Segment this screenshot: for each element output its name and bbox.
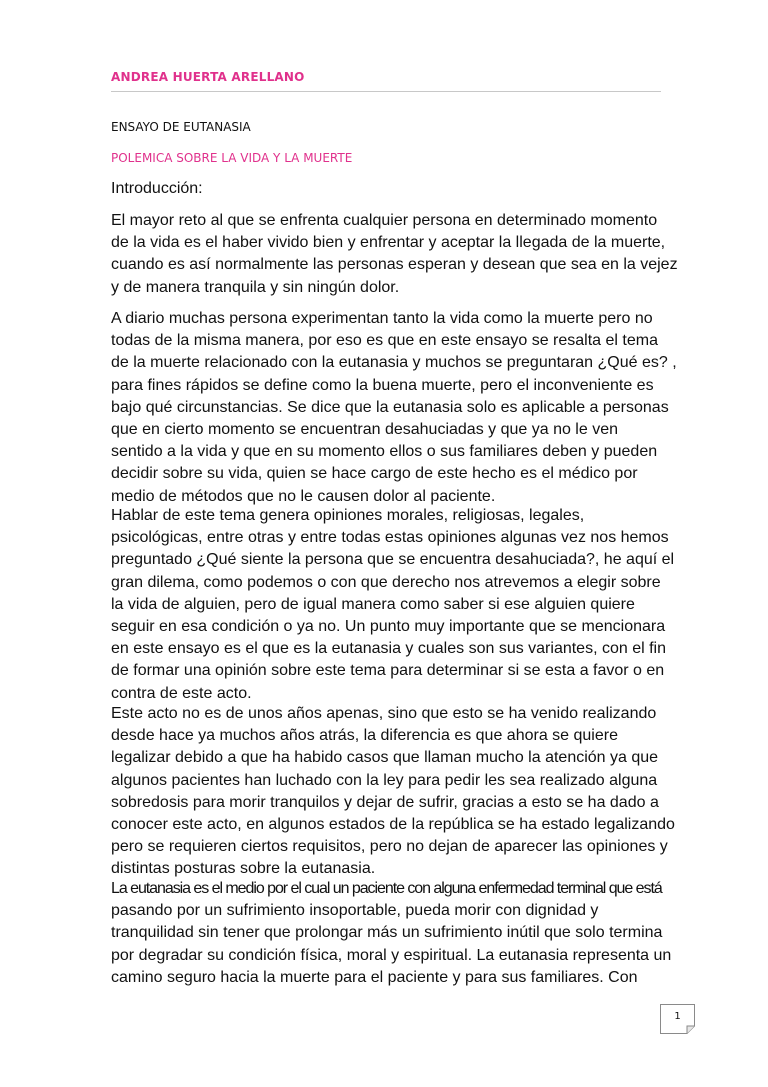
text-line: de formar una opinión sobre este tema para determinar si se esta a favor o en: [111, 662, 665, 680]
text-line: cuando es así normalmente las personas esperan y desean que sea en la vejez: [111, 256, 678, 274]
text-line: sentido a la vida y que en su momento ellos o sus familiares deben y pueden: [111, 443, 658, 461]
paragraph-4: [111, 703, 675, 881]
page-number: 1: [674, 1011, 681, 1022]
page-number-badge: [660, 1004, 695, 1034]
text-line: de la muerte relacionado con la eutanasia y muchos se preguntaran ¿Qué es? ,: [111, 354, 677, 372]
text-line: seguir en esa condición o ya no. Un punto muy importante que se mencionara: [111, 618, 666, 636]
text-line: pero se requieren ciertos requisitos, pero no dejan de aparecer las opiniones y: [111, 838, 668, 856]
text-line: La eutanasia es el medio por el cual un paciente con alguna enfermedad terminal que está: [111, 880, 662, 897]
text-line: distintas posturas sobre la eutanasia.: [111, 860, 376, 878]
text-line: A diario muchas persona experimentan tanto la vida como la muerte pero no: [111, 310, 653, 327]
text-line: gran dilema, como podemos o con que derecho nos atrevemos a elegir sobre: [111, 573, 661, 591]
text-line: tranquilidad sin tener que prolongar más un sufrimiento inútil que solo termina: [111, 924, 663, 942]
author-name: ANDREA HUERTA ARELLANO: [111, 70, 305, 84]
text-line: Este acto no es de unos años apenas, sino que esto se ha venido realizando: [111, 705, 657, 722]
text-line: preguntado ¿Qué siente la persona que se encuentra desahuciada?, he aquí el: [111, 551, 675, 569]
text-line: psicológicas, entre otras y entre todas estas opiniones algunas vez nos hemos: [111, 529, 669, 547]
text-line: legalizar debido a que ha habido casos que llaman mucho la atención ya que: [111, 749, 659, 767]
text-line: Hablar de este tema genera opiniones morales, religiosas, legales,: [111, 507, 585, 524]
text-line: algunos pacientes han luchado con la ley para pedir les sea realizado alguna: [111, 771, 658, 789]
text-line: contra de este acto.: [111, 684, 252, 702]
text-line: conocer este acto, en algunos estados de la república se ha estado legalizando: [111, 816, 675, 834]
text-line: decidir sobre su vida, quien se hace cargo de este hecho es el médico por: [111, 465, 638, 483]
text-line: El mayor reto al que se enfrenta cualquier persona en determinado momento: [111, 212, 658, 229]
section-heading: Introducción:: [111, 180, 203, 197]
essay-title: ENSAYO DE EUTANASIA: [111, 120, 251, 134]
text-line: sobredosis para morir tranquilos y dejar de sufrir, gracias a esto se ha dado a: [111, 793, 659, 811]
text-line: camino seguro hacia la muerte para el paciente y para sus familiares. Con: [111, 968, 638, 986]
text-line: y de manera tranquila y sin ningún dolor.: [111, 278, 400, 296]
paragraph-2: [111, 308, 677, 508]
text-line: todas de la misma manera, por eso es que en este ensayo se resalta el tema: [111, 332, 658, 350]
paragraph-3: [111, 505, 675, 705]
paragraph-5: [111, 878, 672, 989]
text-line: pasando por un sufrimiento insoportable, pueda morir con dignidad y: [111, 902, 599, 920]
text-line: para fines rápidos se define como la buena muerte, pero el inconveniente es: [111, 376, 654, 394]
text-line: desde hace ya muchos años atrás, la diferencia es que ahora se quiere: [111, 727, 618, 745]
header-divider: [111, 91, 661, 92]
text-line: bajo qué circunstancias. Se dice que la eutanasia solo es aplicable a personas: [111, 398, 669, 416]
essay-subtitle: POLEMICA SOBRE LA VIDA Y LA MUERTE: [111, 151, 353, 165]
text-line: de la vida es el haber vivido bien y enfrentar y aceptar la llegada de la muerte,: [111, 234, 666, 252]
text-line: por degradar su condición física, moral y espiritual. La eutanasia representa un: [111, 946, 672, 964]
text-line: medio de métodos que no le causen dolor al paciente.: [111, 487, 496, 505]
text-line: en este ensayo es el que es la eutanasia y cuales son sus variantes, con el fin: [111, 640, 667, 658]
paragraph-1: [111, 210, 678, 299]
text-line: que en cierto momento se encuentran desahuciadas y que ya no le ven: [111, 421, 618, 439]
text-line: la vida de alguien, pero de igual manera como saber si ese alguien quiere: [111, 595, 635, 613]
